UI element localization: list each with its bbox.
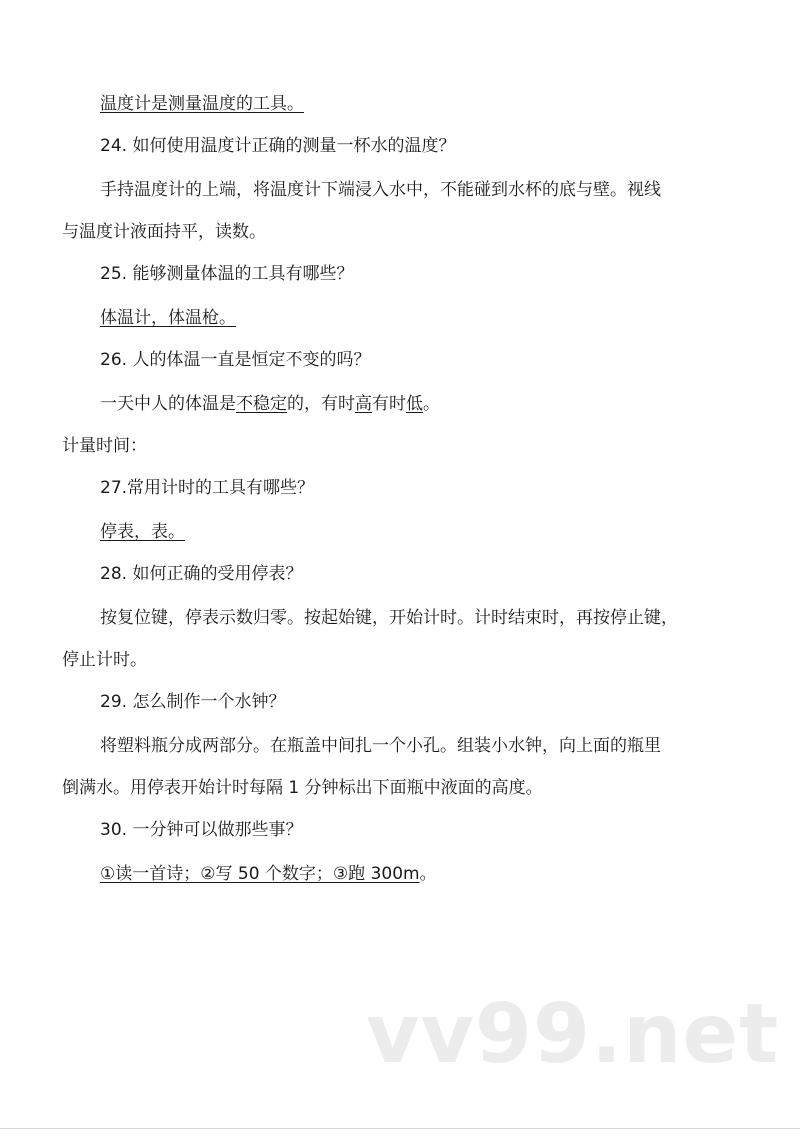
question-25: 25. 能够测量体温的工具有哪些？ [100,264,354,284]
answer-25-underlined: 体温计，体温枪。 [100,308,236,328]
answer-28-line-1: 按复位键，停表示数归零。按起始键，开始计时。计时结束时，再按停止键， [100,608,678,628]
answer-24-line-2: 与温度计液面持平，读数。 [62,222,266,242]
answer-29-line-1: 将塑料瓶分成两部分。在瓶盖中间扎一个小孔。组装小水钟，向上面的瓶里 [100,736,661,756]
answer-27-underlined: 停表，表。 [100,522,185,542]
answer-thermometer-definition [100,92,304,116]
answer-26 [100,392,440,416]
answer-28-line-2: 停止计时。 [62,650,147,670]
page-bottom-divider [0,1128,800,1129]
answer-underlined-term: 温度计是测量温度的工具。 [100,94,304,114]
answer-27 [100,520,185,544]
question-29: 29. 怎么制作一个水钟？ [100,692,286,712]
section-heading-time-measurement: 计量时间： [62,436,147,456]
question-26: 26. 人的体温一直是恒定不变的吗？ [100,350,371,370]
watermark: vv99.net [366,987,780,1082]
answer-29-line-2: 倒满水。用停表开始计时每隔 1 分钟标出下面瓶中液面的高度。 [62,778,543,798]
question-30: 30. 一分钟可以做那些事？ [100,820,303,840]
answer-30-underlined: ①读一首诗；②写 50 个数字；③跑 300m [100,864,420,884]
answer-25 [100,306,236,330]
answer-26-underlined-2: 高 [355,394,372,414]
question-27: 27.常用计时的工具有哪些？ [100,478,315,498]
answer-30 [100,862,437,886]
answer-26-underlined-1: 不稳定 [236,394,287,414]
answer-24-line-1: 手持温度计的上端，将温度计下端浸入水中，不能碰到水杯的底与壁。视线 [100,180,661,200]
question-28: 28. 如何正确的受用停表？ [100,564,303,584]
answer-26-part-2: 的，有时 [287,394,355,414]
answer-26-underlined-3: 低 [406,394,423,414]
answer-26-part-3: 有时 [372,394,406,414]
question-24: 24. 如何使用温度计正确的测量一杯水的温度？ [100,136,456,156]
answer-26-part-4: 。 [423,394,440,414]
answer-26-part-1: 一天中人的体温是 [100,394,236,414]
answer-30-end: 。 [419,864,437,884]
